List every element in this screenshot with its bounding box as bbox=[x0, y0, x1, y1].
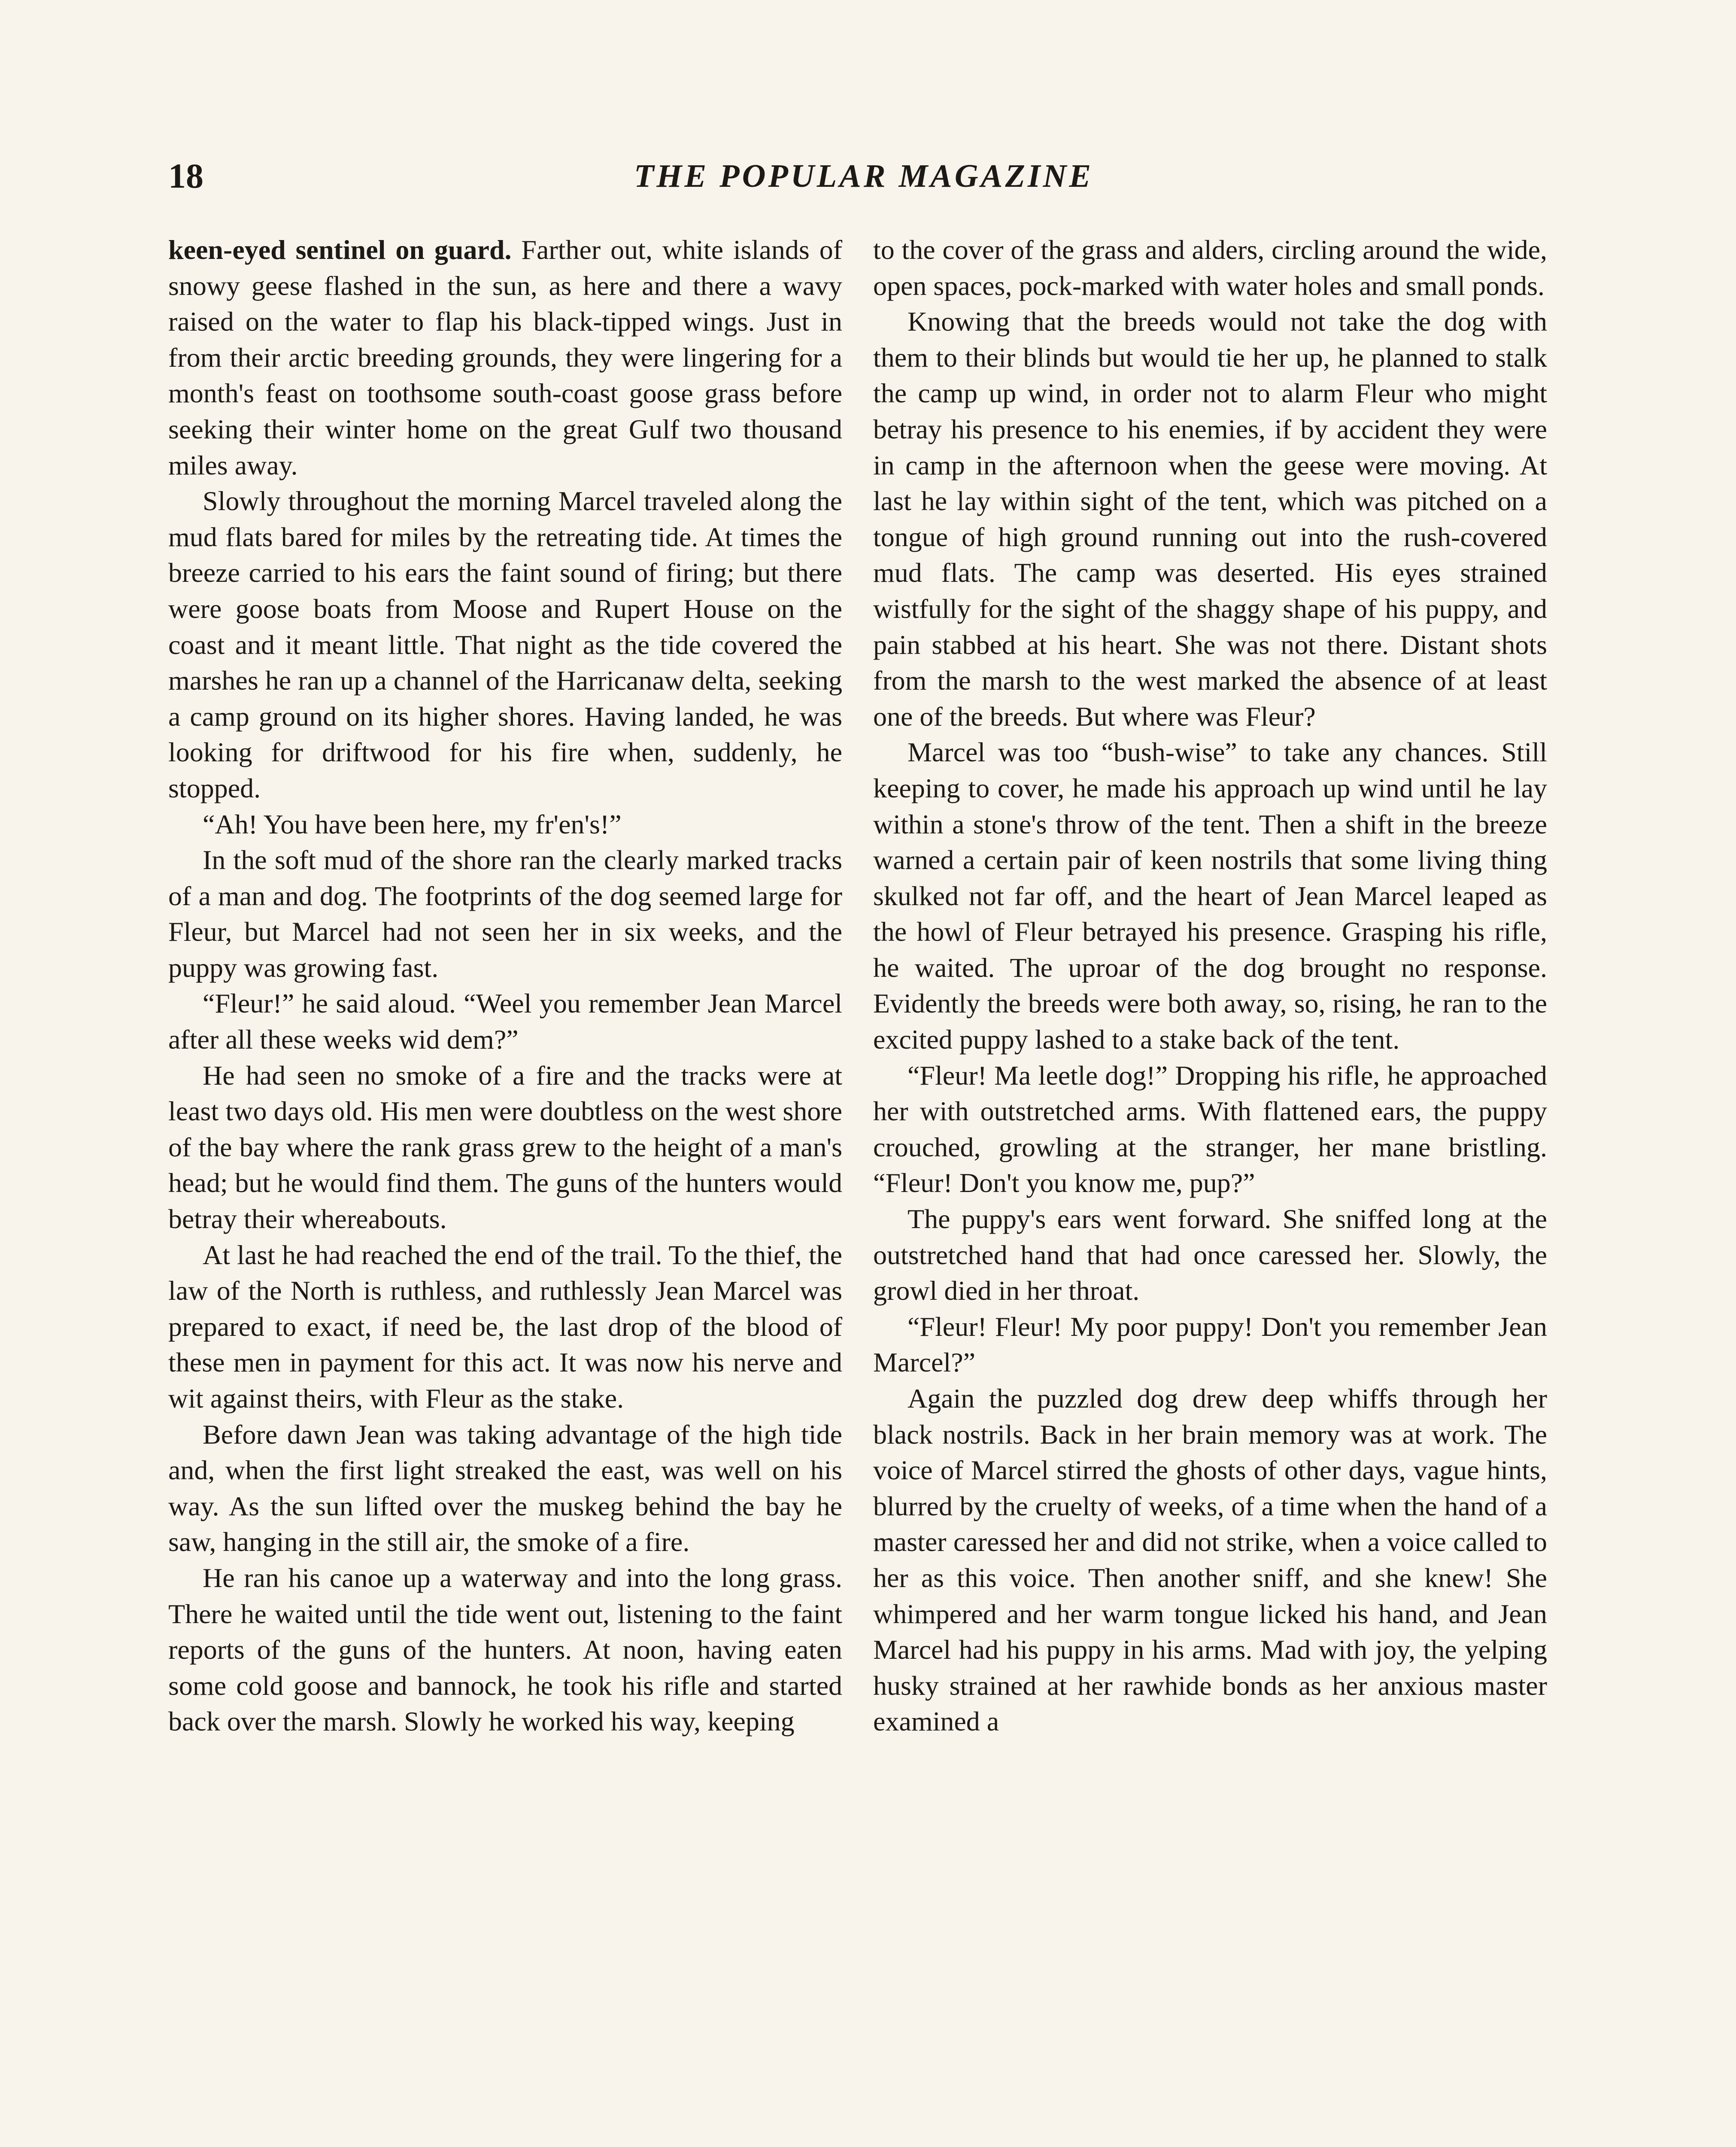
paragraph: to the cover of the grass and alders, circling around the wide, open spaces, pock-marked with water holes and small ponds. bbox=[873, 234, 1547, 301]
paragraph: Slowly throughout the morning Marcel traveled along the mud flats bared for miles by the retreating tide. At times the breeze carried to his ears the faint sound of firing; but there were goose boats from Moose and Rupert House on the coast and it meant little. That night as the tide covered the marshes he ran up a channel of the Harricanaw delta, seeking a camp ground on its higher shores. Having landed, he was looking for driftwood for his fire when, suddenly, he stopped. bbox=[168, 486, 842, 803]
right-column bbox=[873, 232, 1547, 1739]
paragraph: Before dawn Jean was taking advantage of the high tide and, when the first light streaked the east, was well on his way. As the sun lifted over the muskeg behind the bay he saw, hanging in the still air, the smoke of a fire. bbox=[168, 1419, 842, 1557]
paragraph bbox=[168, 232, 842, 483]
paragraph: “Fleur! Ma leetle dog!” Dropping his rifle, he approached her with outstretched arms. With flattened ears, the puppy crouched, growling at the stranger, her mane bristling. “Fleur! Don't you know me, pup?” bbox=[873, 1060, 1547, 1198]
paragraph: Marcel was too “bush-wise” to take any chances. Still keeping to cover, he made his approach up wind until he lay within a stone's throw of the tent. Then a shift in the breeze warned a certain pair of keen nostrils that some living thing skulked not far off, and the heart of Jean Marcel leaped as the howl of Fleur betrayed his presence. Grasping his rifle, he waited. The uproar of the dog brought no response. Evidently the breeds were both away, so, rising, he ran to the excited puppy lashed to a stake back of the tent. bbox=[873, 737, 1547, 1055]
paragraph: The puppy's ears went forward. She sniffed long at the outstretched hand that had once caressed her. Slowly, the growl died in her throat. bbox=[873, 1204, 1547, 1306]
paragraph: Knowing that the breeds would not take the dog with them to their blinds but would tie her up, he planned to stalk the camp up wind, in order not to alarm Fleur who might betray his presence to his enemies, if by accident they were in camp in the afternoon when the geese were moving. At last he lay within sight of the tent, which was pitched on a tongue of high ground running out into the rush-covered mud flats. The camp was deserted. His eyes strained wistfully for the sight of the shaggy shape of his puppy, and pain stabbed at his heart. She was not there. Distant shots from the marsh to the west marked the absence of at least one of the breeds. But where was Fleur? bbox=[873, 306, 1547, 732]
paragraph: “Fleur!” he said aloud. “Weel you remember Jean Marcel after all these weeks wid dem?” bbox=[168, 988, 842, 1055]
paragraph: In the soft mud of the shore ran the clearly marked tracks of a man and dog. The footprints of the dog seemed large for Fleur, but Marcel had not seen her in six weeks, and the puppy was growing fast. bbox=[168, 845, 842, 983]
paragraph: At last he had reached the end of the trail. To the thief, the law of the North is ruthless, and ruthlessly Jean Marcel was prepared to exact, if need be, the last drop of the blood of these men in payment for this act. It was now his nerve and wit against theirs, with Fleur as the stake. bbox=[168, 1239, 842, 1414]
paragraph: “Fleur! Fleur! My poor puppy! Don't you remember Jean Marcel?” bbox=[873, 1311, 1547, 1378]
paragraph-text: Farther out, white islands of snowy geese flashed in the sun, as here and there a wavy raised on the water to flap his black-tipped wings. Just in from their arctic breeding grounds, they were lingering for a month's feast on toothsome south-coast goose grass before seeking their winter home on the great Gulf two thousand miles away. bbox=[168, 234, 843, 480]
paragraph: Again the puzzled dog drew deep whiffs through her black nostrils. Back in her brain memory was at work. The voice of Marcel stirred the ghosts of other days, vague hints, blurred by the cruelty of weeks, of a time when the hand of a master caressed her and did not strike, when a voice called to her as this voice. Then another sniff, and she knew! She whimpered and her warm tongue licked his hand, and Jean Marcel had his puppy in his arms. Mad with joy, the yelping husky strained at her rawhide bonds as her anxious master examined a bbox=[873, 1383, 1547, 1737]
left-column bbox=[168, 232, 842, 1739]
lead-in-text: keen-eyed sentinel on guard. bbox=[168, 234, 512, 265]
page-header bbox=[168, 155, 1559, 206]
paragraph: He ran his canoe up a waterway and into the long grass. There he waited until the tide went out, listening to the faint reports of the guns of the hunters. At noon, having eaten some cold goose and bannock, he took his rifle and started back over the marsh. Slowly he worked his way, keeping bbox=[168, 1562, 842, 1737]
paragraph: He had seen no smoke of a fire and the tracks were at least two days old. His men were doubtless on the west shore of the bay where the rank grass grew to the height of a man's head; but he would find them. The guns of the hunters would betray their whereabouts. bbox=[168, 1060, 842, 1235]
page-number: 18 bbox=[168, 156, 203, 195]
running-title: THE POPULAR MAGAZINE bbox=[634, 158, 1094, 194]
paragraph: “Ah! You have been here, my fr'en's!” bbox=[203, 809, 622, 839]
